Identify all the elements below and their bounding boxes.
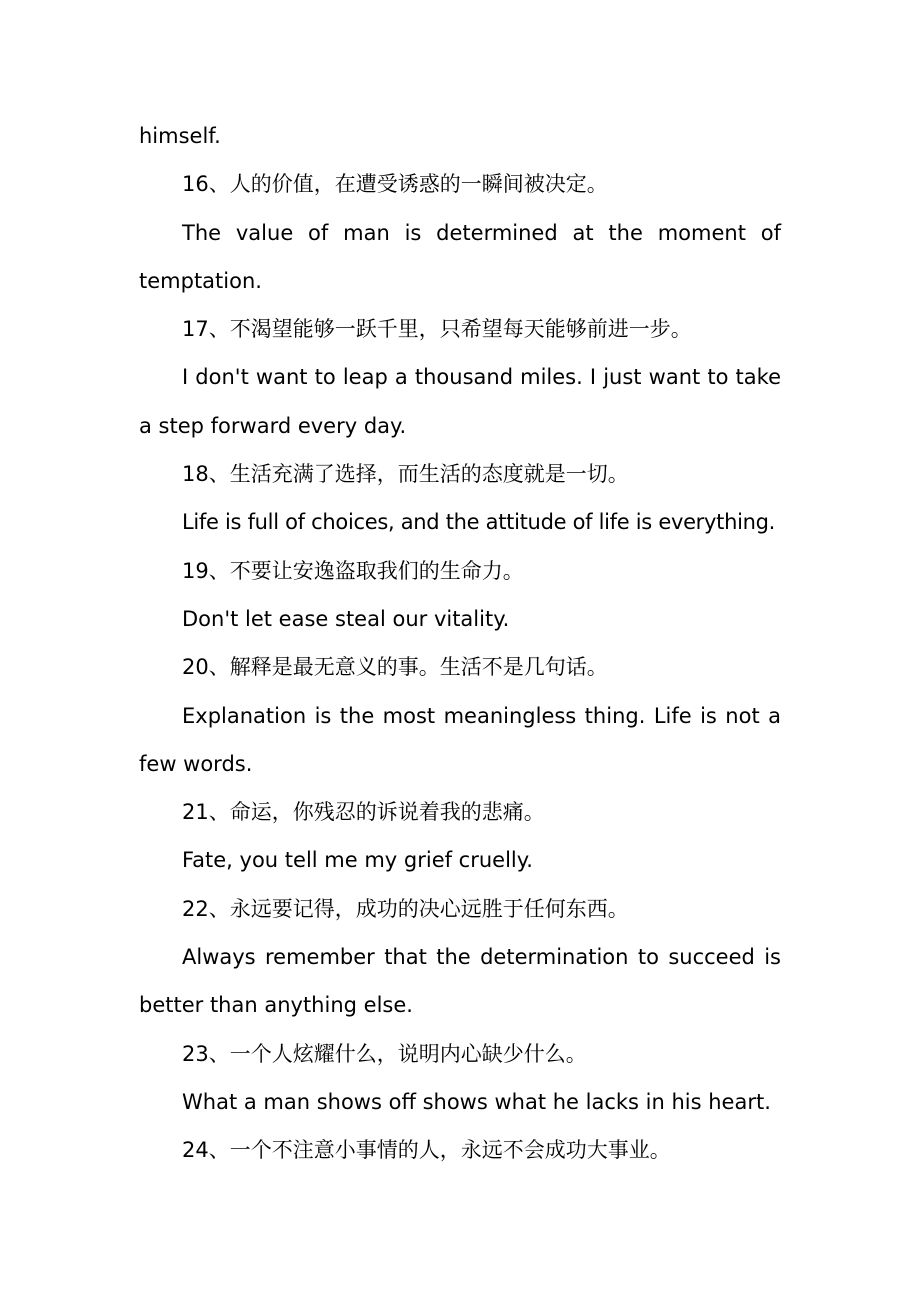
quote-20-en: Explanation is the most meaningless thing. Life is not a few words. [139, 703, 781, 776]
quote-19-zh: 19、不要让安逸盗取我们的生命力。 [182, 558, 524, 583]
quote-17-en: I don't want to leap a thousand miles. I just want to take a step forward every day. [139, 365, 781, 438]
quote-16-en: The value of man is determined at the moment of temptation. [139, 220, 781, 293]
quote-22-en: Always remember that the determination to succeed is better than anything else. [139, 945, 781, 1018]
quote-23-en: What a man shows off shows what he lacks in his heart. [182, 1089, 771, 1114]
quote-19-en: Don't let ease steal our vitality. [182, 606, 510, 631]
quote-21-en: Fate, you tell me my grief cruelly. [182, 848, 533, 873]
quote-17-zh: 17、不渴望能够一跃千里，只希望每天能够前进一步。 [182, 317, 692, 342]
quote-16-zh: 16、人的价值，在遭受诱惑的一瞬间被决定。 [182, 172, 608, 197]
quote-18-en: Life is full of choices, and the attitude of life is everything. [182, 510, 776, 535]
quote-20-zh: 20、解释是最无意义的事。生活不是几句话。 [182, 655, 608, 680]
quote-18-zh: 18、生活充满了选择，而生活的态度就是一切。 [182, 462, 629, 487]
quote-23-zh: 23、一个人炫耀什么，说明内心缺少什么。 [182, 1041, 587, 1066]
quote-24-zh: 24、一个不注意小事情的人，永远不会成功大事业。 [182, 1138, 671, 1163]
document-body [139, 112, 781, 1175]
quote-21-zh: 21、命运，你残忍的诉说着我的悲痛。 [182, 800, 545, 825]
quote-22-zh: 22、永远要记得，成功的决心远胜于任何东西。 [182, 896, 629, 921]
continuation-text: himself. [139, 124, 221, 148]
